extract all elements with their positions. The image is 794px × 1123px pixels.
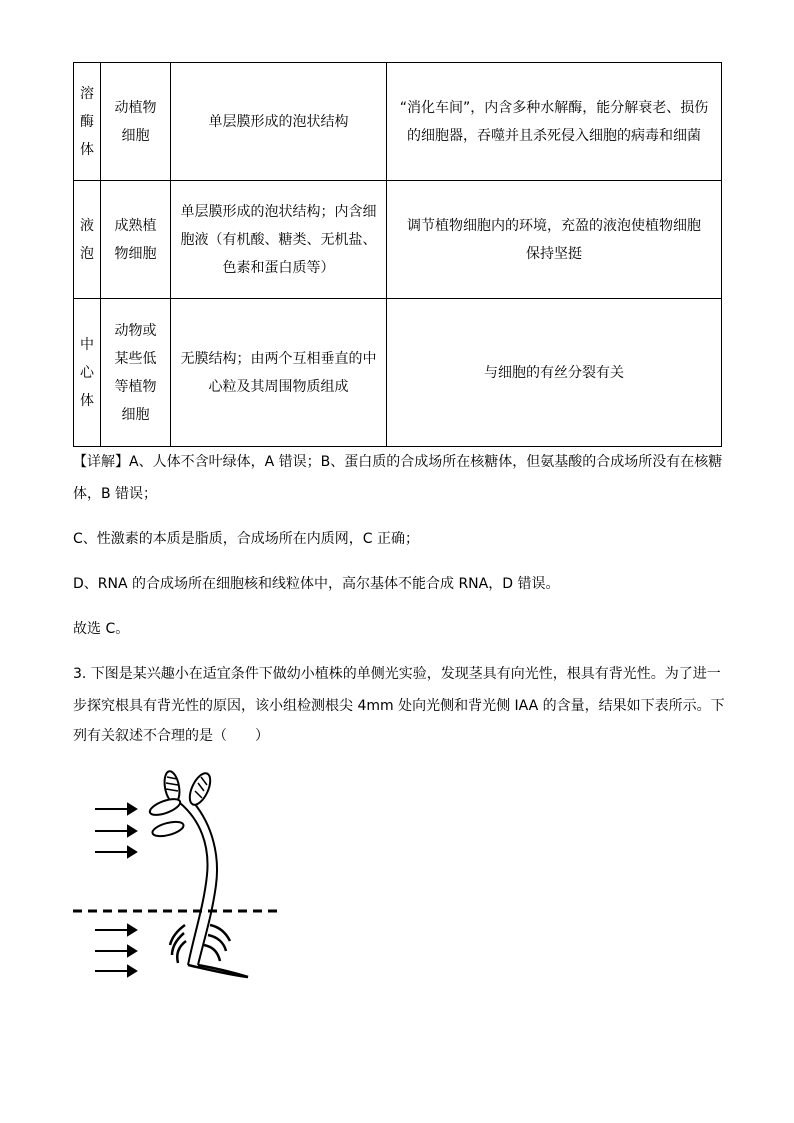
table-row bbox=[74, 63, 722, 181]
organelle-table bbox=[73, 62, 722, 447]
answer-line: 故选 C。 bbox=[73, 621, 130, 637]
distribution-cell: 动物或某些低等植物细胞 bbox=[101, 299, 171, 447]
structure-cell: 无膜结构；由两个互相垂直的中心粒及其周围物质组成 bbox=[171, 299, 387, 447]
organelle-name-cell: 溶酶体 bbox=[74, 63, 101, 181]
explanation-line: C、性激素的本质是脂质，合成场所在内质网，C 正确； bbox=[73, 531, 419, 547]
organelle-name-cell: 液泡 bbox=[74, 181, 101, 299]
light-arrows-lower bbox=[95, 925, 136, 976]
structure-cell: 单层膜形成的泡状结构；内含细胞液（有机酸、糖类、无机盐、色素和蛋白质等） bbox=[171, 181, 387, 299]
roots bbox=[170, 925, 248, 977]
light-arrows-upper bbox=[95, 804, 136, 857]
question-line: 3. 下图是某兴趣小在适宜条件下做幼小植株的单侧光实验，发现茎具有向光性，根具有背光性。为了进一 bbox=[73, 666, 721, 682]
question-line: 步探究根具有背光性的原因，该小组检测根尖 4mm 处向光侧和背光侧 IAA 的含量，结果如下表所示。下 bbox=[73, 698, 725, 714]
function-cell: 调节植物细胞内的环境，充盈的液泡使植物细胞保持坚挺 bbox=[387, 181, 722, 299]
explanation-line: D、RNA 的合成场所在细胞核和线粒体中，高尔基体不能合成 RNA，D 错误。 bbox=[73, 576, 560, 592]
table-row bbox=[74, 299, 722, 447]
distribution-cell: 动植物细胞 bbox=[101, 63, 171, 181]
seedling-unilateral-light-figure bbox=[70, 765, 290, 990]
structure-cell: 单层膜形成的泡状结构 bbox=[171, 63, 387, 181]
explanation-line: 【详解】A、人体不含叶绿体，A 错误；B、蛋白质的合成场所在核糖体，但氨基酸的合成场所没有在核糖 bbox=[73, 454, 723, 470]
organelle-name-cell: 中心体 bbox=[74, 299, 101, 447]
question-line: 列有关叙述不合理的是（ ） bbox=[73, 728, 269, 744]
table-row bbox=[74, 181, 722, 299]
function-cell: 与细胞的有丝分裂有关 bbox=[387, 299, 722, 447]
function-cell: “消化车间”，内含多种水解酶，能分解衰老、损伤的细胞器，吞噬并且杀死侵入细胞的病毒和细菌 bbox=[387, 63, 722, 181]
explanation-line: 体，B 错误； bbox=[73, 486, 158, 502]
distribution-cell: 成熟植物细胞 bbox=[101, 181, 171, 299]
